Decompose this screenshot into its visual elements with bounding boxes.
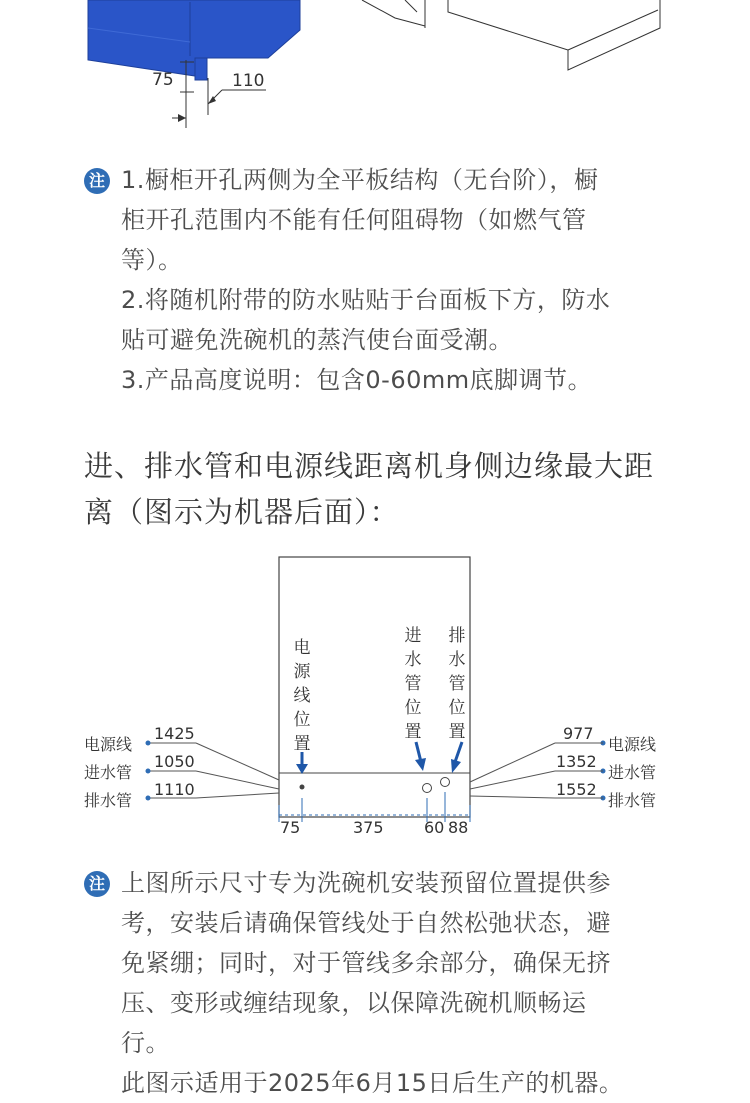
note-line: 行。 — [121, 1029, 170, 1057]
bottom-dim-75: 75 — [280, 818, 301, 837]
dimension-75-label: 75 — [152, 70, 174, 90]
right-drain-value: 1552 — [556, 780, 597, 799]
note-line: 上图所示尺寸专为洗碗机安装预留位置提供参 — [121, 869, 611, 897]
left-drain-value: 1110 — [154, 780, 195, 799]
left-inlet-name: 进水管 — [84, 763, 133, 782]
cabinet-cutout-figure — [0, 0, 750, 140]
drain-hose-position-label: 排水管位置 — [448, 626, 466, 742]
note-line: 2.将随机附带的防水贴贴于台面板下方，防水 — [121, 286, 611, 314]
left-inlet-value: 1050 — [154, 752, 195, 771]
power-port-dot — [300, 785, 305, 790]
right-drain-name: 排水管 — [608, 791, 657, 810]
bottom-dim-375: 375 — [353, 818, 384, 837]
left-power-name: 电源线 — [84, 735, 133, 754]
left-drain-name: 排水管 — [84, 791, 133, 810]
note-line: 考，安装后请确保管线处于自然松弛状态，避 — [121, 909, 611, 937]
inlet-hose-position-label: 进水管位置 — [404, 626, 422, 742]
note-line: 柜开孔范围内不能有任何阻碍物（如燃气管 — [121, 206, 587, 234]
note-line: 等）。 — [121, 246, 183, 274]
installation-notes — [121, 160, 681, 400]
note-line: 免紧绷；同时，对于管线多余部分，确保无挤 — [121, 949, 611, 977]
power-cable-position-label: 电源线位置 — [293, 638, 311, 754]
left-power-value: 1425 — [154, 724, 195, 743]
heading-line-2: 离（图示为机器后面）： — [84, 495, 400, 529]
right-power-value: 977 — [563, 724, 594, 743]
note-line: 3.产品高度说明：包含0-60mm底脚调节。 — [121, 366, 593, 394]
right-power-name: 电源线 — [608, 735, 657, 754]
drain-port-circle — [441, 778, 450, 787]
bottom-dim-60: 60 — [424, 818, 445, 837]
note-line: 贴可避免洗碗机的蒸汽使台面受潮。 — [121, 326, 513, 354]
bottom-dim-88: 88 — [448, 818, 469, 837]
note-line: 1.橱柜开孔两侧为全平板结构（无台阶），橱 — [121, 166, 599, 194]
hose-routing-notes — [121, 863, 681, 1103]
dimension-110-label: 110 — [232, 71, 265, 91]
section-heading — [84, 443, 704, 535]
inlet-port-circle — [423, 784, 432, 793]
right-inlet-value: 1352 — [556, 752, 597, 771]
note-icon: 注 — [84, 168, 110, 194]
note-line: 此图示适用于2025年6月15日后生产的机器。 — [121, 1069, 624, 1097]
note-line: 压、变形或缠结现象，以保障洗碗机顺畅运 — [121, 989, 587, 1017]
heading-line-1: 进、排水管和电源线距离机身侧边缘最大距 — [84, 449, 655, 483]
note-icon: 注 — [84, 871, 110, 897]
right-inlet-name: 进水管 — [608, 763, 657, 782]
